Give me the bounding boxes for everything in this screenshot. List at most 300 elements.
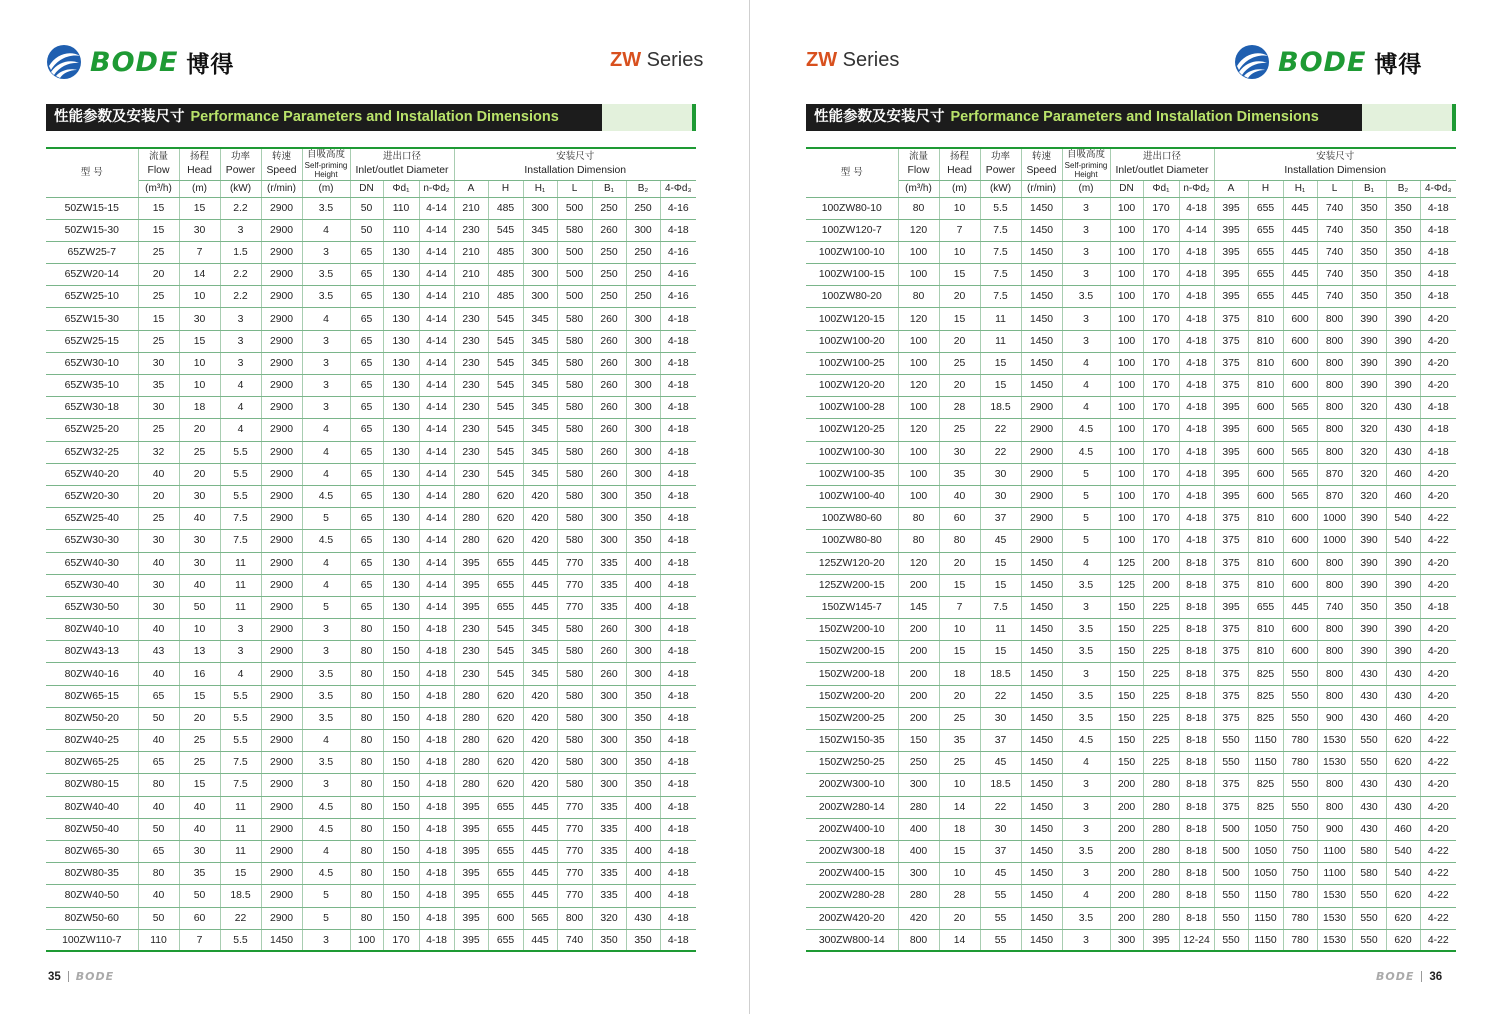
value-cell: 500 <box>1214 863 1248 885</box>
value-cell: 550 <box>1283 796 1317 818</box>
value-cell: 150 <box>1110 685 1143 707</box>
value-cell: 80 <box>350 796 383 818</box>
value-cell: 37 <box>980 840 1021 862</box>
model-cell: 80ZW65-25 <box>46 752 138 774</box>
series-word: Series <box>641 49 704 71</box>
section-title-cn: 性能参数及安装尺寸 <box>54 109 185 125</box>
value-cell: 3 <box>1062 929 1110 951</box>
model-cell: 100ZW120-15 <box>806 308 898 330</box>
value-cell: 395 <box>454 596 488 618</box>
value-cell: 2900 <box>261 574 302 596</box>
value-cell: 280 <box>1143 818 1179 840</box>
value-cell: 620 <box>488 752 523 774</box>
spec-table <box>46 147 696 952</box>
value-cell: 100 <box>898 352 939 374</box>
value-cell: 7.5 <box>980 286 1021 308</box>
value-cell: 545 <box>488 375 523 397</box>
value-cell: 395 <box>1214 241 1248 263</box>
value-cell: 1450 <box>1021 330 1062 352</box>
unit-flow: (m³/h) <box>898 180 939 197</box>
value-cell: 2900 <box>1021 463 1062 485</box>
value-cell: 870 <box>1317 485 1352 507</box>
value-cell: 740 <box>1317 219 1352 241</box>
value-cell: 780 <box>1283 885 1317 907</box>
value-cell: 770 <box>557 574 592 596</box>
table-row <box>46 863 696 885</box>
value-cell: 260 <box>592 308 626 330</box>
value-cell: 40 <box>138 796 179 818</box>
value-cell: 2900 <box>261 707 302 729</box>
value-cell: 80 <box>350 663 383 685</box>
value-cell: 350 <box>626 508 660 530</box>
value-cell: 1450 <box>1021 907 1062 929</box>
value-cell: 4-18 <box>1179 419 1214 441</box>
model-cell: 80ZW40-50 <box>46 885 138 907</box>
value-cell: 4-18 <box>660 685 696 707</box>
value-cell: 11 <box>980 330 1021 352</box>
value-cell: 130 <box>383 286 419 308</box>
value-cell: 200 <box>1110 840 1143 862</box>
value-cell: 8-18 <box>1179 641 1214 663</box>
value-cell: 1450 <box>1021 796 1062 818</box>
value-cell: 7.5 <box>220 508 261 530</box>
value-cell: 15 <box>138 197 179 219</box>
col-flow: 流量 Flow <box>898 148 939 180</box>
value-cell: 4.5 <box>1062 441 1110 463</box>
col-installation: 安装尺寸 Installation Dimension <box>454 148 696 180</box>
value-cell: 800 <box>1317 308 1352 330</box>
value-cell: 545 <box>488 397 523 419</box>
value-cell: 15 <box>138 219 179 241</box>
value-cell: 335 <box>592 818 626 840</box>
value-cell: 580 <box>557 219 592 241</box>
model-cell: 80ZW43-13 <box>46 641 138 663</box>
value-cell: 2900 <box>261 641 302 663</box>
value-cell: 130 <box>383 397 419 419</box>
value-cell: 395 <box>454 885 488 907</box>
unit-head: (m) <box>939 180 980 197</box>
value-cell: 80 <box>350 907 383 929</box>
model-cell: 80ZW50-40 <box>46 818 138 840</box>
value-cell: 5.5 <box>220 929 261 951</box>
value-cell: 300 <box>626 397 660 419</box>
value-cell: 4-18 <box>1420 596 1456 618</box>
value-cell: 280 <box>454 685 488 707</box>
value-cell: 545 <box>488 463 523 485</box>
table-row <box>806 596 1456 618</box>
value-cell: 14 <box>939 796 980 818</box>
value-cell: 110 <box>138 929 179 951</box>
page-number: 36 <box>1429 970 1443 983</box>
section-title-en: Performance Parameters and Installation Dimensions <box>190 109 559 125</box>
value-cell: 225 <box>1143 685 1179 707</box>
value-cell: 375 <box>1214 308 1248 330</box>
value-cell: 230 <box>454 419 488 441</box>
value-cell: 320 <box>1352 463 1386 485</box>
value-cell: 620 <box>488 508 523 530</box>
value-cell: 3 <box>302 330 350 352</box>
value-cell: 225 <box>1143 707 1179 729</box>
value-cell: 2900 <box>261 485 302 507</box>
series-code: ZW <box>610 49 642 71</box>
value-cell: 65 <box>350 264 383 286</box>
value-cell: 4-18 <box>660 375 696 397</box>
value-cell: 8-18 <box>1179 685 1214 707</box>
value-cell: 250 <box>898 752 939 774</box>
value-cell: 100 <box>1110 241 1143 263</box>
value-cell: 3 <box>302 774 350 796</box>
value-cell: 350 <box>1352 219 1386 241</box>
value-cell: 65 <box>350 241 383 263</box>
model-cell: 150ZW145-7 <box>806 596 898 618</box>
value-cell: 3 <box>220 352 261 374</box>
value-cell: 445 <box>523 574 557 596</box>
model-cell: 200ZW280-28 <box>806 885 898 907</box>
model-cell: 80ZW65-30 <box>46 840 138 862</box>
value-cell: 900 <box>1317 818 1352 840</box>
value-cell: 4-18 <box>660 730 696 752</box>
value-cell: 3.5 <box>1062 685 1110 707</box>
value-cell: 15 <box>179 197 220 219</box>
value-cell: 250 <box>626 241 660 263</box>
table-row <box>806 707 1456 729</box>
table-row <box>806 685 1456 707</box>
value-cell: 300 <box>626 308 660 330</box>
value-cell: 3 <box>1062 264 1110 286</box>
value-cell: 810 <box>1248 641 1283 663</box>
value-cell: 1450 <box>1021 818 1062 840</box>
value-cell: 390 <box>1386 352 1420 374</box>
value-cell: 4-20 <box>1420 330 1456 352</box>
value-cell: 15 <box>980 552 1021 574</box>
value-cell: 400 <box>898 818 939 840</box>
value-cell: 65 <box>350 463 383 485</box>
value-cell: 25 <box>179 441 220 463</box>
value-cell: 485 <box>488 286 523 308</box>
value-cell: 825 <box>1248 707 1283 729</box>
value-cell: 800 <box>1317 375 1352 397</box>
value-cell: 1050 <box>1248 863 1283 885</box>
value-cell: 4-18 <box>419 752 454 774</box>
value-cell: 250 <box>592 197 626 219</box>
model-cell: 80ZW50-60 <box>46 907 138 929</box>
value-cell: 300 <box>626 641 660 663</box>
table-header <box>46 148 696 197</box>
value-cell: 7 <box>939 219 980 241</box>
value-cell: 4-18 <box>419 663 454 685</box>
value-cell: 20 <box>138 485 179 507</box>
value-cell: 7.5 <box>980 219 1021 241</box>
value-cell: 50 <box>138 907 179 929</box>
section-title <box>806 104 1362 131</box>
value-cell: 4 <box>1062 397 1110 419</box>
value-cell: 4-18 <box>1179 463 1214 485</box>
value-cell: 1530 <box>1317 907 1352 929</box>
value-cell: 150 <box>383 663 419 685</box>
value-cell: 80 <box>350 840 383 862</box>
sub-l: L <box>1317 180 1352 197</box>
value-cell: 300 <box>592 774 626 796</box>
value-cell: 420 <box>523 774 557 796</box>
value-cell: 100 <box>898 441 939 463</box>
model-cell: 80ZW40-16 <box>46 663 138 685</box>
value-cell: 150 <box>383 641 419 663</box>
value-cell: 5.5 <box>220 441 261 463</box>
value-cell: 550 <box>1214 730 1248 752</box>
value-cell: 4-18 <box>660 574 696 596</box>
value-cell: 280 <box>454 707 488 729</box>
value-cell: 25 <box>939 752 980 774</box>
value-cell: 4-18 <box>419 863 454 885</box>
model-cell: 150ZW200-15 <box>806 641 898 663</box>
value-cell: 130 <box>383 463 419 485</box>
table-row <box>806 907 1456 929</box>
value-cell: 100 <box>1110 441 1143 463</box>
value-cell: 230 <box>454 641 488 663</box>
model-cell: 65ZW40-30 <box>46 552 138 574</box>
table-body <box>806 197 1456 951</box>
value-cell: 280 <box>1143 885 1179 907</box>
value-cell: 80 <box>350 774 383 796</box>
value-cell: 800 <box>1317 441 1352 463</box>
value-cell: 445 <box>523 552 557 574</box>
value-cell: 4-14 <box>419 264 454 286</box>
value-cell: 130 <box>383 574 419 596</box>
table-row <box>806 485 1456 507</box>
value-cell: 40 <box>179 796 220 818</box>
table-row <box>806 463 1456 485</box>
value-cell: 4.5 <box>1062 730 1110 752</box>
value-cell: 580 <box>557 685 592 707</box>
value-cell: 15 <box>138 308 179 330</box>
model-cell: 125ZW200-15 <box>806 574 898 596</box>
value-cell: 1000 <box>1317 530 1352 552</box>
value-cell: 250 <box>626 286 660 308</box>
value-cell: 390 <box>1386 641 1420 663</box>
value-cell: 4-14 <box>419 441 454 463</box>
value-cell: 50 <box>350 197 383 219</box>
value-cell: 4 <box>1062 885 1110 907</box>
value-cell: 120 <box>898 375 939 397</box>
value-cell: 4-18 <box>1420 241 1456 263</box>
value-cell: 4-18 <box>660 818 696 840</box>
value-cell: 100 <box>1110 286 1143 308</box>
value-cell: 10 <box>179 375 220 397</box>
table-row <box>46 552 696 574</box>
value-cell: 600 <box>1283 308 1317 330</box>
value-cell: 170 <box>1143 352 1179 374</box>
value-cell: 35 <box>138 375 179 397</box>
value-cell: 3.5 <box>1062 574 1110 596</box>
sub-b2: B₂ <box>626 180 660 197</box>
value-cell: 565 <box>1283 463 1317 485</box>
value-cell: 420 <box>523 730 557 752</box>
value-cell: 3 <box>220 330 261 352</box>
value-cell: 4-18 <box>1179 241 1214 263</box>
value-cell: 300 <box>592 508 626 530</box>
value-cell: 2900 <box>261 774 302 796</box>
value-cell: 420 <box>523 485 557 507</box>
value-cell: 2900 <box>261 375 302 397</box>
model-cell: 200ZW420-20 <box>806 907 898 929</box>
value-cell: 1450 <box>1021 219 1062 241</box>
value-cell: 400 <box>626 574 660 596</box>
value-cell: 300 <box>626 419 660 441</box>
value-cell: 3 <box>220 308 261 330</box>
value-cell: 280 <box>454 485 488 507</box>
sub-n-d2: n-Φd₂ <box>419 180 454 197</box>
value-cell: 30 <box>179 840 220 862</box>
value-cell: 30 <box>138 397 179 419</box>
value-cell: 770 <box>557 596 592 618</box>
value-cell: 4-18 <box>419 818 454 840</box>
value-cell: 3 <box>1062 241 1110 263</box>
value-cell: 655 <box>1248 241 1283 263</box>
table-row <box>806 219 1456 241</box>
value-cell: 5 <box>1062 508 1110 530</box>
value-cell: 4-18 <box>660 530 696 552</box>
value-cell: 3.5 <box>302 707 350 729</box>
table-row <box>806 264 1456 286</box>
value-cell: 4-18 <box>419 885 454 907</box>
value-cell: 4-18 <box>1179 530 1214 552</box>
value-cell: 350 <box>1386 286 1420 308</box>
value-cell: 2900 <box>261 441 302 463</box>
value-cell: 395 <box>454 907 488 929</box>
value-cell: 550 <box>1352 885 1386 907</box>
model-cell: 80ZW40-25 <box>46 730 138 752</box>
value-cell: 40 <box>138 663 179 685</box>
model-cell: 100ZW80-80 <box>806 530 898 552</box>
table-row <box>46 619 696 641</box>
table-row <box>46 508 696 530</box>
value-cell: 150 <box>383 885 419 907</box>
value-cell: 20 <box>939 375 980 397</box>
value-cell: 4-18 <box>419 774 454 796</box>
value-cell: 55 <box>980 907 1021 929</box>
value-cell: 4-14 <box>419 241 454 263</box>
value-cell: 30 <box>939 441 980 463</box>
value-cell: 225 <box>1143 641 1179 663</box>
value-cell: 390 <box>1386 574 1420 596</box>
value-cell: 4-18 <box>1179 308 1214 330</box>
value-cell: 260 <box>592 397 626 419</box>
value-cell: 300 <box>626 375 660 397</box>
value-cell: 280 <box>454 530 488 552</box>
value-cell: 2900 <box>1021 530 1062 552</box>
value-cell: 345 <box>523 441 557 463</box>
value-cell: 40 <box>138 619 179 641</box>
model-cell: 100ZW100-10 <box>806 241 898 263</box>
value-cell: 540 <box>1386 530 1420 552</box>
value-cell: 5.5 <box>220 485 261 507</box>
model-cell: 80ZW80-35 <box>46 863 138 885</box>
value-cell: 80 <box>939 530 980 552</box>
value-cell: 100 <box>1110 308 1143 330</box>
value-cell: 43 <box>138 641 179 663</box>
value-cell: 1530 <box>1317 885 1352 907</box>
value-cell: 400 <box>626 818 660 840</box>
table-row <box>806 197 1456 219</box>
value-cell: 1450 <box>1021 286 1062 308</box>
unit-flow: (m³/h) <box>138 180 179 197</box>
value-cell: 230 <box>454 441 488 463</box>
value-cell: 485 <box>488 241 523 263</box>
value-cell: 80 <box>350 863 383 885</box>
value-cell: 350 <box>626 685 660 707</box>
value-cell: 580 <box>1352 863 1386 885</box>
table-row <box>806 796 1456 818</box>
value-cell: 4 <box>220 375 261 397</box>
value-cell: 300 <box>626 463 660 485</box>
value-cell: 1150 <box>1248 752 1283 774</box>
value-cell: 345 <box>523 308 557 330</box>
value-cell: 30 <box>138 530 179 552</box>
value-cell: 430 <box>1386 397 1420 419</box>
footer-divider <box>68 971 69 982</box>
value-cell: 375 <box>1214 796 1248 818</box>
value-cell: 1450 <box>1021 840 1062 862</box>
value-cell: 3 <box>302 619 350 641</box>
value-cell: 350 <box>626 530 660 552</box>
value-cell: 4-14 <box>419 330 454 352</box>
section-title <box>46 104 602 131</box>
value-cell: 65 <box>350 397 383 419</box>
brand-chinese: 博得 <box>186 51 235 78</box>
value-cell: 1530 <box>1317 929 1352 951</box>
model-cell: 50ZW15-15 <box>46 197 138 219</box>
value-cell: 580 <box>557 730 592 752</box>
table-row <box>806 352 1456 374</box>
value-cell: 335 <box>592 885 626 907</box>
value-cell: 20 <box>939 907 980 929</box>
model-cell: 150ZW150-35 <box>806 730 898 752</box>
value-cell: 1450 <box>1021 885 1062 907</box>
table-row <box>806 330 1456 352</box>
model-cell: 100ZW80-20 <box>806 286 898 308</box>
value-cell: 400 <box>626 796 660 818</box>
value-cell: 45 <box>980 863 1021 885</box>
value-cell: 15 <box>179 685 220 707</box>
value-cell: 10 <box>939 619 980 641</box>
value-cell: 4-14 <box>419 197 454 219</box>
col-inlet-outlet: 进出口径 Inlet/outlet Diameter <box>350 148 454 180</box>
value-cell: 430 <box>1386 796 1420 818</box>
value-cell: 4-18 <box>1420 397 1456 419</box>
value-cell: 25 <box>138 286 179 308</box>
value-cell: 320 <box>1352 419 1386 441</box>
value-cell: 420 <box>523 530 557 552</box>
value-cell: 3 <box>302 397 350 419</box>
value-cell: 80 <box>898 197 939 219</box>
value-cell: 3 <box>220 619 261 641</box>
value-cell: 80 <box>898 508 939 530</box>
value-cell: 810 <box>1248 352 1283 374</box>
value-cell: 4-18 <box>660 596 696 618</box>
value-cell: 15 <box>980 641 1021 663</box>
value-cell: 4-14 <box>419 419 454 441</box>
model-cell: 65ZW25-10 <box>46 286 138 308</box>
value-cell: 375 <box>1214 352 1248 374</box>
model-cell: 65ZW15-30 <box>46 308 138 330</box>
value-cell: 3.5 <box>1062 619 1110 641</box>
spec-table <box>806 147 1456 952</box>
value-cell: 300 <box>626 619 660 641</box>
brand-wordmark: BODE <box>90 46 179 78</box>
value-cell: 15 <box>220 863 261 885</box>
value-cell: 460 <box>1386 707 1420 729</box>
model-cell: 150ZW200-18 <box>806 663 898 685</box>
